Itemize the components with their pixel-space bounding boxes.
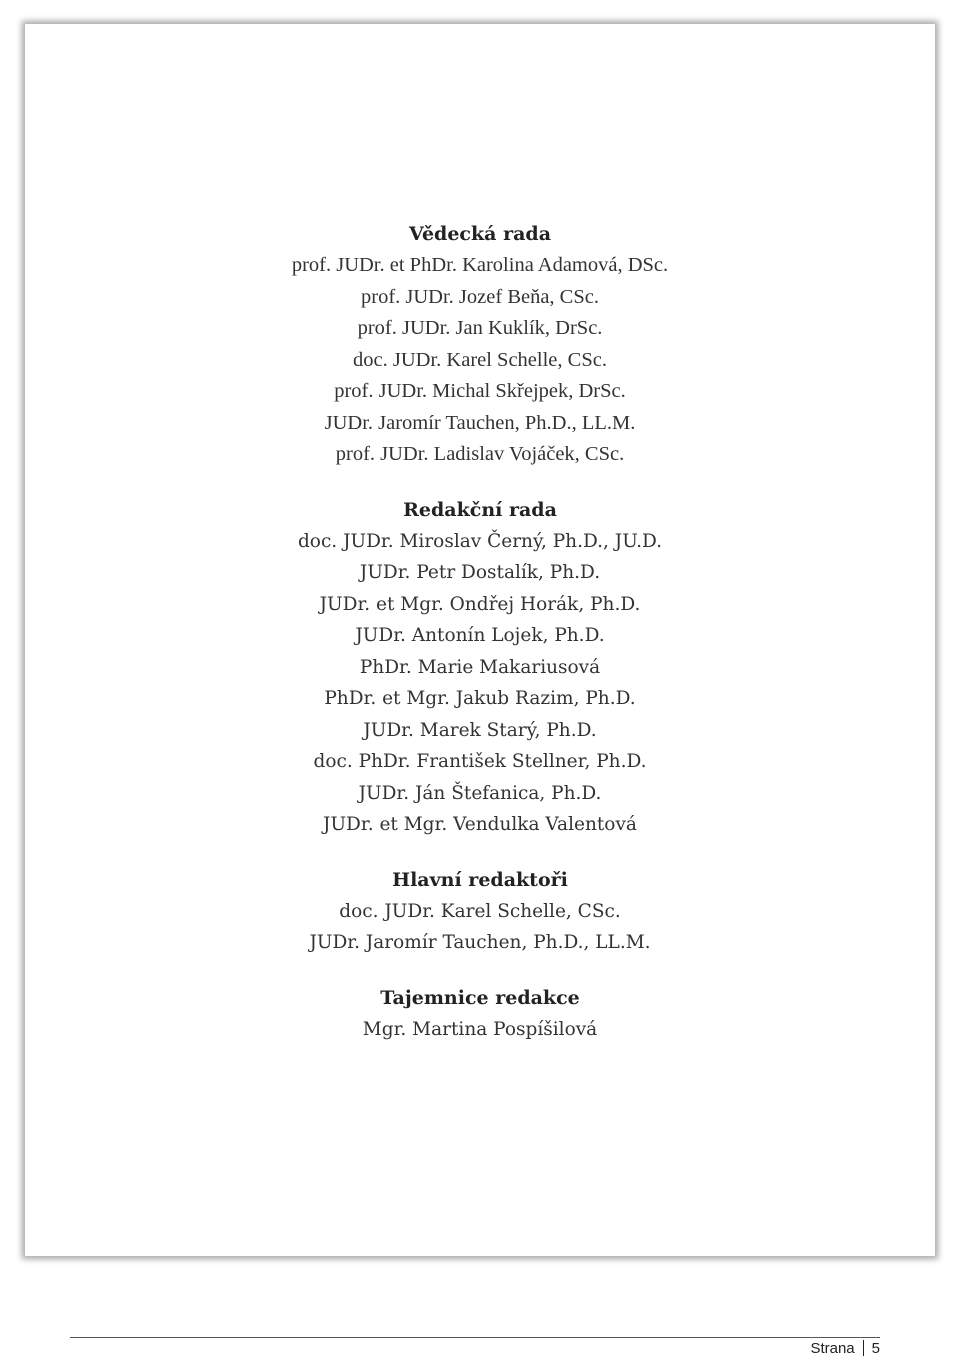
section-title: Hlavní redaktoři bbox=[392, 868, 568, 891]
member-line: prof. JUDr. et PhDr. Karolina Adamová, DSc. bbox=[291, 254, 669, 276]
page-sheet bbox=[25, 24, 935, 1256]
member-line: prof. JUDr. Jan Kuklík, DrSc. bbox=[357, 317, 603, 339]
member-line: prof. JUDr. Ladislav Vojáček, CSc. bbox=[335, 443, 625, 465]
page-label: Strana bbox=[810, 1340, 855, 1357]
member-line: prof. JUDr. Michal Skřejpek, DrSc. bbox=[334, 380, 626, 402]
section-title: Vědecká rada bbox=[408, 223, 552, 245]
section-scientific-board bbox=[25, 219, 935, 471]
section-title: Redakční rada bbox=[403, 498, 557, 521]
member-line: JUDr. Antonín Lojek, Ph.D. bbox=[355, 625, 605, 646]
member-line: JUDr. et Mgr. Vendulka Valentová bbox=[323, 814, 637, 835]
editorial-board-list bbox=[25, 219, 935, 1069]
section-title: Tajemnice redakce bbox=[380, 986, 580, 1009]
member-line: doc. PhDr. František Stellner, Ph.D. bbox=[313, 751, 647, 772]
member-line: Mgr. Martina Pospíšilová bbox=[362, 1018, 598, 1040]
footer-divider bbox=[70, 1337, 880, 1338]
member-line: doc. JUDr. Karel Schelle, CSc. bbox=[353, 348, 607, 371]
member-line: PhDr. et Mgr. Jakub Razim, Ph.D. bbox=[324, 688, 636, 709]
member-line: doc. JUDr. Karel Schelle, CSc. bbox=[339, 900, 621, 922]
member-line: JUDr. Ján Štefanica, Ph.D. bbox=[358, 782, 602, 804]
member-line: JUDr. Jaromír Tauchen, Ph.D., LL.M. bbox=[309, 932, 651, 953]
section-editorial-secretary bbox=[25, 983, 935, 1046]
member-line: prof. JUDr. Jozef Beňa, CSc. bbox=[361, 285, 599, 308]
member-line: doc. JUDr. Miroslav Černý, Ph.D., JU.D. bbox=[297, 530, 663, 552]
member-line: JUDr. Jaromír Tauchen, Ph.D., LL.M. bbox=[324, 411, 636, 434]
section-editorial-board bbox=[25, 495, 935, 841]
section-chief-editors bbox=[25, 865, 935, 959]
member-line: JUDr. et Mgr. Ondřej Horák, Ph.D. bbox=[319, 593, 641, 615]
member-line: PhDr. Marie Makariusová bbox=[359, 656, 601, 678]
footer-separator bbox=[863, 1340, 864, 1356]
page-footer bbox=[810, 1340, 880, 1357]
member-line: JUDr. Petr Dostalík, Ph.D. bbox=[359, 562, 601, 583]
page-number: 5 bbox=[871, 1340, 880, 1357]
member-line: JUDr. Marek Starý, Ph.D. bbox=[363, 719, 597, 741]
